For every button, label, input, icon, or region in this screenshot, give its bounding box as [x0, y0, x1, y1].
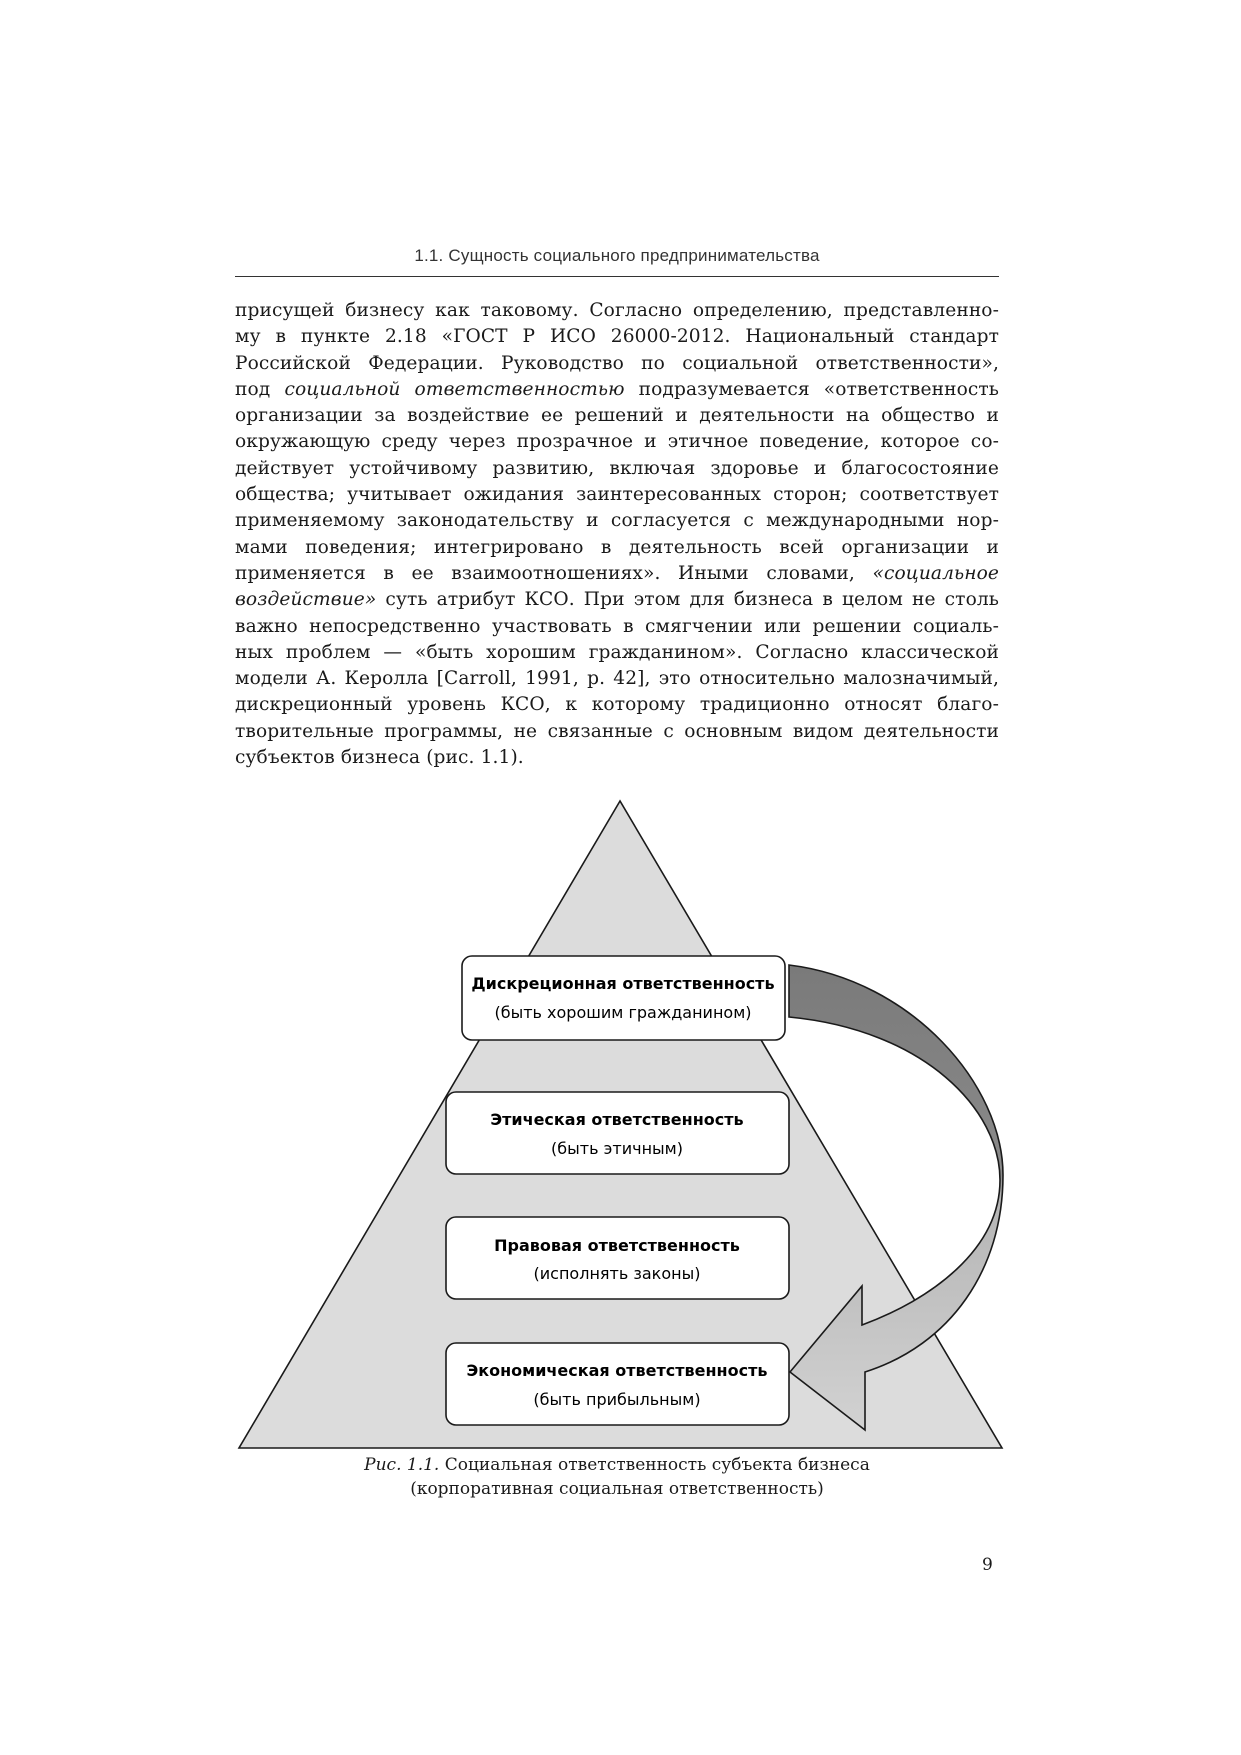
level-subtitle: (быть этичным) [551, 1139, 683, 1158]
text-line: модели А. Керолла [Carroll, 1991, p. 42], это относительно малозначимый, [235, 668, 999, 690]
text-fragment: подразумевается «ответственность [624, 378, 999, 400]
level-subtitle: (быть прибыльным) [533, 1390, 701, 1409]
text-line: окружающую среду через прозрачное и этичное поведение, которое со- [235, 431, 999, 453]
level-title: Дискреционная ответственность [471, 974, 775, 993]
text-line: действует устойчивому развитию, включая здоровье и благосостояние [235, 457, 999, 479]
text-line: присущей бизнесу как таковому. Согласно определению, представленно- [235, 300, 999, 321]
level-title: Этическая ответственность [490, 1110, 744, 1129]
text-line: мами поведения; интегрировано в деятельность всей организации и [235, 536, 999, 558]
level-subtitle: (быть хорошим гражданином) [494, 1003, 752, 1022]
text-line: Российской Федерации. Руководство по социальной ответственности», [235, 352, 999, 374]
level-title: Правовая ответственность [494, 1236, 740, 1255]
emphasis-term: социальной ответственностью [284, 378, 625, 400]
text-fragment: суть атрибут КСО. При этом для бизнеса в целом не столь [376, 589, 999, 611]
level-box-legal [446, 1217, 789, 1299]
figure-caption [235, 1453, 999, 1501]
caption-label: Рис. 1.1. [364, 1455, 440, 1475]
text-line: ных проблем — «быть хорошим гражданином». Согласно классической [235, 641, 999, 663]
caption-line: (корпоративная социальная ответственность) [410, 1479, 824, 1499]
caption-line [235, 1453, 999, 1477]
page-number: 9 [982, 1555, 993, 1575]
level-subtitle: (исполнять законы) [533, 1264, 701, 1283]
level-box-ethical [446, 1092, 789, 1174]
text-fragment: применяется в ее взаимоотношениях». Иными словами, [235, 562, 873, 584]
text-line: субъектов бизнеса (рис. 1.1). [235, 747, 524, 769]
text-line: дискреционный уровень КСО, к которому традиционно относят благо- [235, 694, 999, 716]
text-line: организации за воздействие ее решений и деятельности на общество и [235, 405, 999, 427]
caption-text: Социальная ответственность субъекта бизнеса [439, 1455, 870, 1475]
text-fragment: под [235, 378, 285, 400]
level-box-economic [446, 1343, 789, 1425]
text-line: применяемому законодательству и согласуется с международными нор- [235, 510, 999, 532]
text-line: важно непосредственно участвовать в смягчении или решении социаль- [235, 615, 999, 637]
text-line: му в пункте 2.18 «ГОСТ Р ИСО 26000-2012. Национальный стандарт [235, 326, 999, 348]
text-line: общества; учитывает ожидания заинтересованных сторон; соответствует [235, 484, 999, 506]
level-title: Экономическая ответственность [466, 1361, 768, 1380]
emphasis-term: «социальное [872, 562, 999, 584]
running-head: 1.1. Сущность социального предпринимательства [414, 246, 820, 265]
text-line: творительные программы, не связанные с основным видом деятельности [235, 720, 999, 742]
emphasis-term: воздействие» [235, 589, 377, 611]
level-box-discretionary [462, 956, 785, 1040]
